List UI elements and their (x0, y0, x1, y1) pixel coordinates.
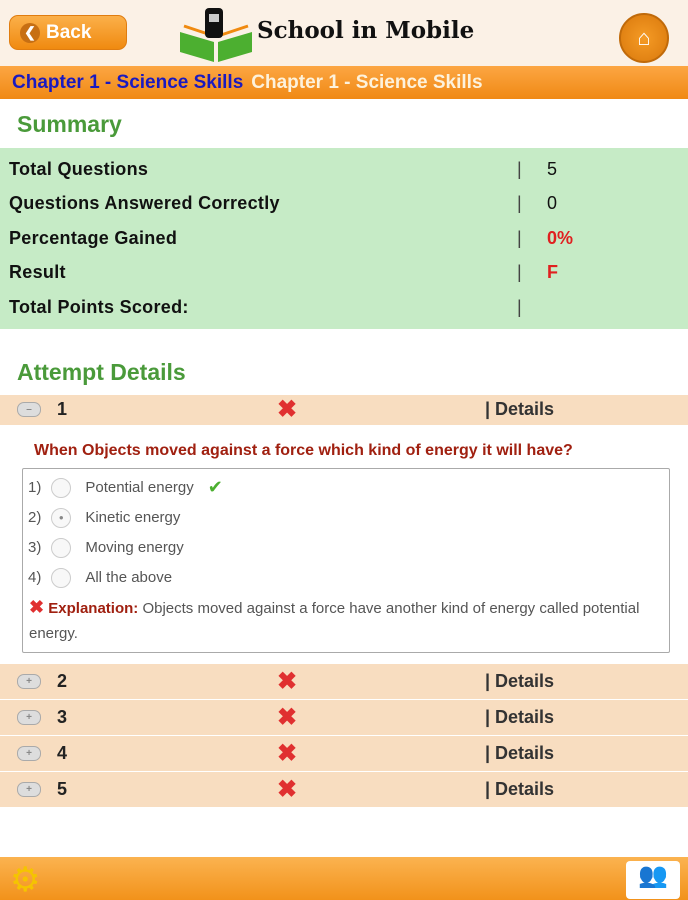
chevron-left-icon: ❮ (20, 23, 40, 43)
summary-table (0, 148, 688, 329)
label: Result (9, 262, 66, 283)
sep: | (517, 262, 522, 283)
option-text: Kinetic energy (85, 509, 181, 526)
wrong-icon: ✖ (277, 775, 298, 803)
attempt-number: 3 (57, 706, 68, 727)
summary-row (0, 290, 688, 325)
option-number: 4) (28, 569, 42, 586)
attempt-row[interactable] (0, 699, 688, 735)
expand-icon[interactable]: + (17, 782, 41, 797)
collapse-icon[interactable]: – (17, 402, 41, 417)
header (0, 0, 688, 66)
attempt-number: 2 (57, 670, 68, 691)
value: 0 (547, 193, 558, 214)
options-box (22, 468, 670, 653)
back-button[interactable]: ❮ Back (9, 15, 127, 50)
expand-icon[interactable]: + (17, 746, 41, 761)
option (23, 533, 669, 563)
question-text: When Objects moved against a force which kind of energy it will have? (34, 441, 573, 459)
sep: | (517, 158, 522, 179)
attempt-heading: Attempt Details (17, 358, 186, 385)
attempt-row[interactable] (0, 771, 688, 807)
value: 5 (547, 158, 558, 179)
sep: | (517, 193, 522, 214)
radio (51, 568, 71, 588)
wrong-icon: ✖ (29, 596, 45, 617)
app-title: School in Mobile (257, 17, 475, 44)
attempt-number: 5 (57, 778, 68, 799)
option-text: All the above (85, 569, 173, 586)
explanation-label: Explanation: (48, 599, 139, 617)
wrong-icon: ✖ (277, 667, 298, 695)
chapter-title: Chapter 1 - Science Skills (12, 71, 244, 93)
attempt-row[interactable] (0, 394, 688, 425)
sep: | (517, 296, 522, 317)
option (23, 563, 669, 593)
question-panel (22, 433, 670, 653)
community-icon[interactable]: 👥 (626, 861, 680, 899)
home-icon: ⌂ (637, 25, 651, 50)
radio (51, 538, 71, 558)
wrong-icon: ✖ (277, 396, 298, 423)
summary-row (0, 187, 688, 222)
chapter-subtitle: Chapter 1 - Science Skills (251, 71, 483, 93)
check-icon: ✔ (207, 477, 223, 497)
summary-heading: Summary (17, 111, 122, 137)
value: 0% (547, 227, 574, 248)
summary-row (0, 152, 688, 187)
wrong-icon: ✖ (277, 739, 298, 767)
details-link[interactable]: | Details (485, 778, 555, 799)
label: Percentage Gained (9, 227, 178, 248)
option-number: 2) (28, 509, 42, 526)
attempt-row[interactable] (0, 663, 688, 699)
option-number: 1) (28, 479, 42, 496)
attempt-number: 4 (57, 742, 68, 763)
expand-icon[interactable]: + (17, 674, 41, 689)
explanation (23, 593, 669, 648)
option-text: Potential energy (85, 479, 194, 496)
explanation-text: Objects moved against a force have another kind of energy called potential energy. (29, 599, 640, 642)
value: F (547, 262, 558, 283)
details-link[interactable]: | Details (485, 742, 555, 763)
label: Total Points Scored: (9, 296, 189, 317)
summary-row (0, 256, 688, 291)
attempt-row[interactable] (0, 735, 688, 771)
option (23, 473, 669, 503)
logo-icon (178, 4, 254, 62)
chapter-bar (0, 66, 688, 99)
radio-selected: ● (51, 508, 71, 528)
home-button[interactable] (619, 13, 669, 63)
option-number: 3) (28, 539, 42, 556)
details-link[interactable]: | Details (485, 706, 555, 727)
option (23, 503, 669, 533)
gear-icon[interactable]: ⚙ (10, 861, 41, 899)
radio (51, 478, 71, 498)
footer-bar (0, 857, 688, 900)
details-link[interactable]: | Details (485, 670, 555, 691)
label: Questions Answered Correctly (9, 193, 280, 214)
wrong-icon: ✖ (277, 703, 298, 731)
details-link[interactable]: | Details (485, 399, 555, 419)
summary-row (0, 221, 688, 256)
label: Total Questions (9, 158, 149, 179)
option-text: Moving energy (85, 539, 184, 556)
expand-icon[interactable]: + (17, 710, 41, 725)
attempt-number: 1 (57, 399, 68, 419)
sep: | (517, 227, 522, 248)
